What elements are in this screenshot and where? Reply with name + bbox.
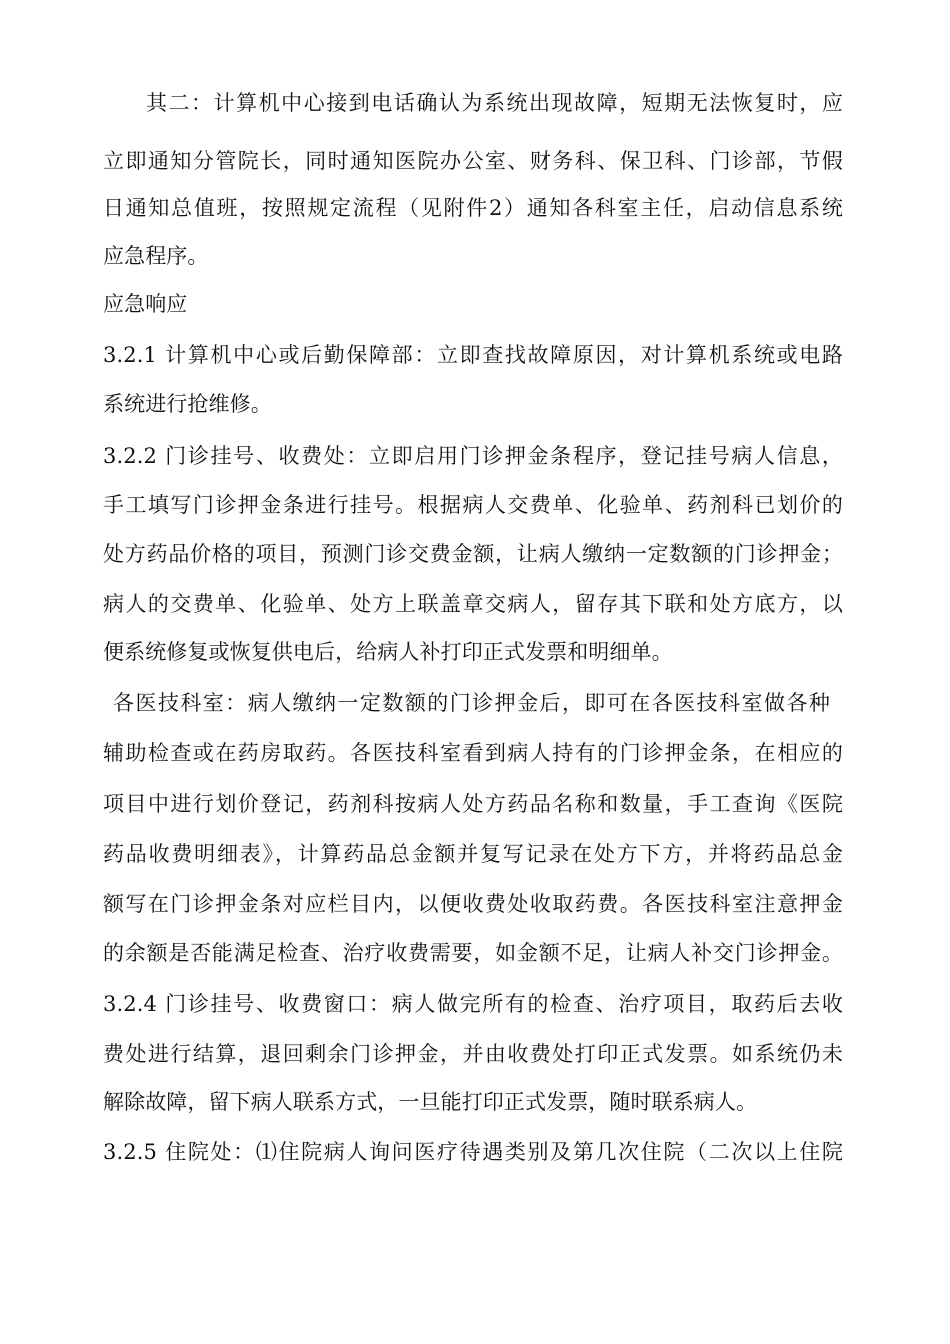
paragraph-line: 便系统修复或恢复供电后，给病人补打印正式发票和明细单。 bbox=[103, 640, 673, 664]
paragraph-line: 药品收费明细表》，计算药品总金额并复写记录在处方下方，并将药品总金 bbox=[103, 842, 843, 866]
paragraph-line: 项目中进行划价登记，药剂科按病人处方药品名称和数量，手工查询《医院 bbox=[103, 792, 843, 816]
paragraph-line: 手工填写门诊押金条进行挂号。根据病人交费单、化验单、药剂科已划价的 bbox=[103, 493, 843, 517]
paragraph-line: 处方药品价格的项目，预测门诊交费金额，让病人缴纳一定数额的门诊押金； bbox=[103, 542, 843, 566]
paragraph-line: 应急程序。 bbox=[103, 244, 209, 268]
paragraph-line: 辅助检查或在药房取药。各医技科室看到病人持有的门诊押金条，在相应的 bbox=[103, 741, 843, 765]
paragraph-line: 其二：计算机中心接到电话确认为系统出现故障，短期无法恢复时，应 bbox=[146, 91, 843, 115]
paragraph-line: 日通知总值班，按照规定流程（见附件2）通知各科室主任，启动信息系统 bbox=[103, 196, 843, 220]
paragraph-line: 的余额是否能满足检查、治疗收费需要，如金额不足，让病人补交门诊押金。 bbox=[103, 941, 843, 965]
paragraph-line: 解除故障，留下病人联系方式，一旦能打印正式发票，随时联系病人。 bbox=[103, 1090, 758, 1114]
paragraph-line: 3.2.5 住院处：⑴住院病人询问医疗待遇类别及第几次住院（二次以上住院 bbox=[103, 1140, 843, 1164]
paragraph-line: 系统进行抢维修。 bbox=[103, 392, 272, 416]
paragraph-line: 各医技科室：病人缴纳一定数额的门诊押金后，即可在各医技科室做各种 bbox=[113, 691, 830, 715]
paragraph-line: 3.2.2 门诊挂号、收费处：立即启用门诊押金条程序，登记挂号病人信息， bbox=[103, 444, 843, 468]
paragraph-line: 病人的交费单、化验单、处方上联盖章交病人，留存其下联和处方底方，以 bbox=[103, 592, 843, 616]
paragraph-line: 立即通知分管院长，同时通知医院办公室、财务科、保卫科、门诊部，节假 bbox=[103, 149, 843, 173]
section-heading: 应急响应 bbox=[103, 292, 188, 316]
paragraph-line: 3.2.4 门诊挂号、收费窗口：病人做完所有的检查、治疗项目，取药后去收 bbox=[103, 992, 843, 1016]
paragraph-line: 额写在门诊押金条对应栏目内，以便收费处收取药费。各医技科室注意押金 bbox=[103, 892, 843, 916]
paragraph-line: 费处进行结算，退回剩余门诊押金，并由收费处打印正式发票。如系统仍未 bbox=[103, 1042, 843, 1066]
paragraph-line: 3.2.1 计算机中心或后勤保障部：立即查找故障原因，对计算机系统或电路 bbox=[103, 343, 843, 367]
